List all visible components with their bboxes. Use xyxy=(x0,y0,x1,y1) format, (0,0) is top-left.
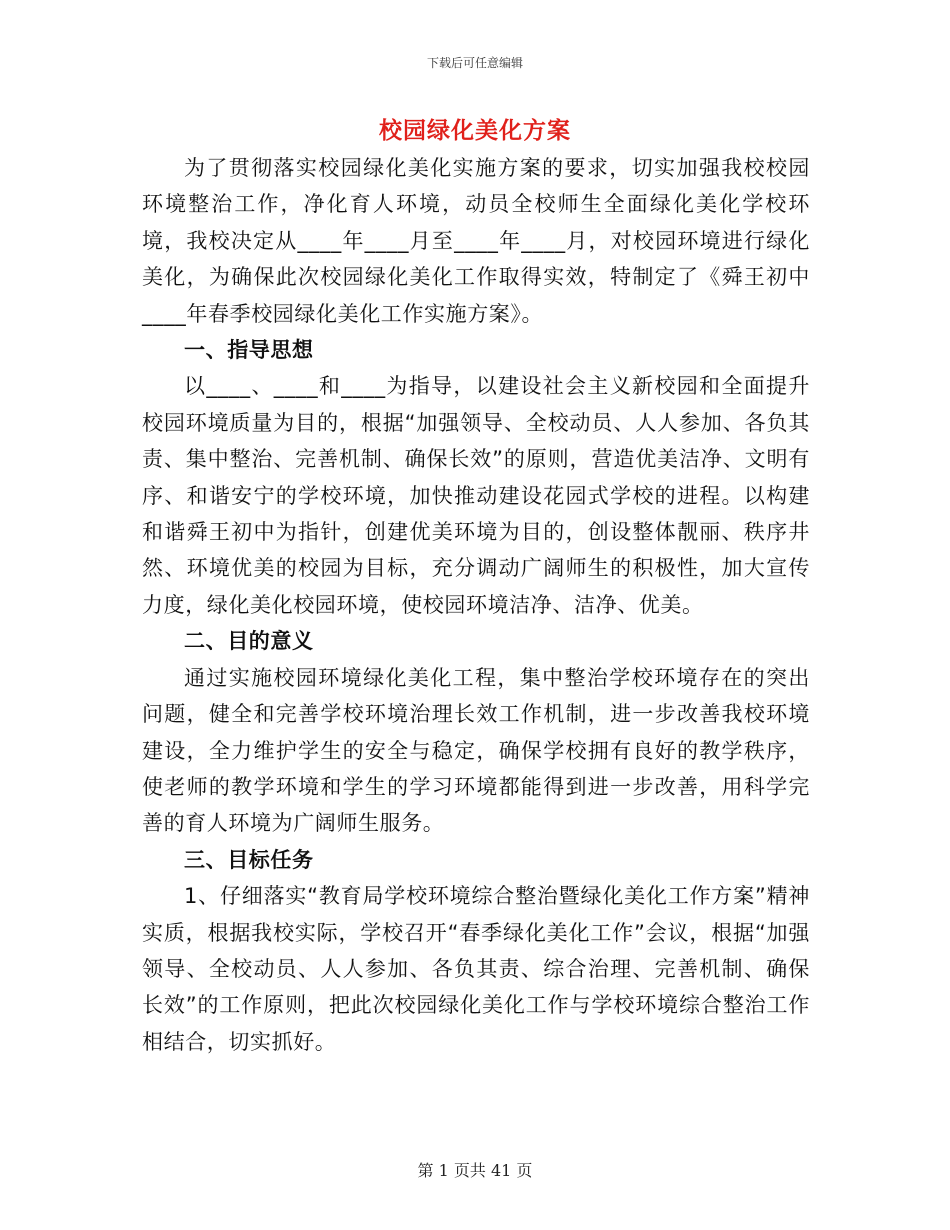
document-body xyxy=(142,150,810,1060)
section-paragraph-guiding-ideology: 以____、____和____为指导，以建设社会主义新校园和全面提升校园环境质量为目的，根据“加强领导、全校动员、人人参加、各负其责、集中整治、完善机制、确保长效”的原则，营造优美洁净、文明有序、和谐安宁的学校环境，加快推动建设花园式学校的进程。以构建和谐舜王初中为指针，创建优美环境为目的，创设整体靓丽、秩序井然、环境优美的校园为目标，充分调动广阔师生的积极性，加大宣传力度，绿化美化校园环境，使校园环境洁净、洁净、优美。 xyxy=(142,374,810,617)
section-heading-purpose: 二、目的意义 xyxy=(184,629,314,654)
document-title: 校园绿化美化方案 xyxy=(379,118,571,144)
intro-paragraph: 为了贯彻落实校园绿化美化实施方案的要求，切实加强我校校园环境整治工作，净化育人环境，动员全校师生全面绿化美化学校环境，我校决定从____年____月至____年____月，对校园环境进行绿化美化，为确保此次校园绿化美化工作取得实效，特制定了《舜王初中____年春季校园绿化美化工作实施方案》。 xyxy=(142,156,810,326)
section-heading-goals: 三、目标任务 xyxy=(184,847,314,872)
page-number: 第 1 页共 41 页 xyxy=(417,1161,533,1180)
section-paragraph-goals: 1、仔细落实“教育局学校环境综合整治暨绿化美化工作方案”精神实质，根据我校实际，学校召开“春季绿化美化工作”会议，根据“加强领导、全校动员、人人参加、各负其责、综合治理、完善机制、确保长效”的工作原则，把此次校园绿化美化工作与学校环境综合整治工作相结合，切实抓好。 xyxy=(142,884,810,1054)
section-paragraph-purpose: 通过实施校园环境绿化美化工程，集中整治学校环境存在的突出问题，健全和完善学校环境治理长效工作机制，进一步改善我校环境建设，全力维护学生的安全与稳定，确保学校拥有良好的教学秩序，使老师的教学环境和学生的学习环境都能得到进一步改善，用科学完善的育人环境为广阔师生服务。 xyxy=(142,665,810,836)
header-note: 下载后可任意编辑 xyxy=(426,56,523,70)
section-heading-guiding-ideology: 一、指导思想 xyxy=(184,338,314,363)
